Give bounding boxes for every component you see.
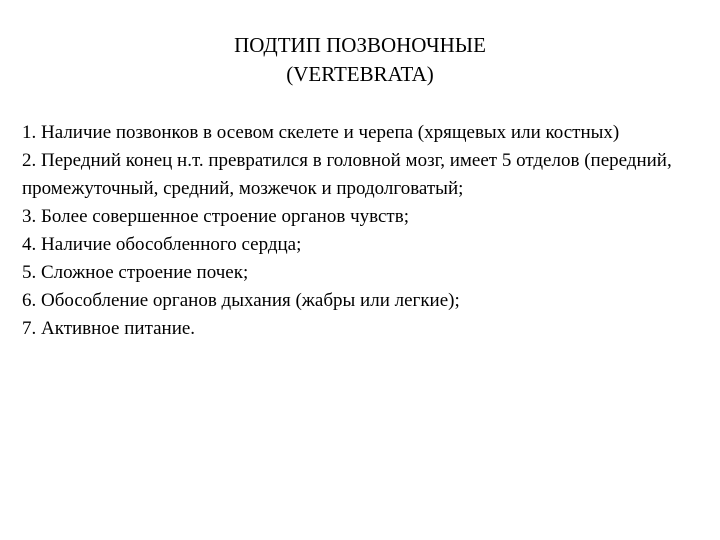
list-item-5: 5. Сложное строение почек; (22, 262, 249, 283)
list-item-1: 1. Наличие позвонков в осевом скелете и черепа (хрящевых или костных) (22, 122, 620, 143)
title-line-1: ПОДТИП ПОЗВОНОЧНЫЕ (234, 33, 486, 57)
list-item-2: 2. Передний конец н.т. превратился в головной мозг, имеет 5 отделов (передний, промежуточный, средний, мозжечок и продолговатый; (22, 150, 672, 199)
slide-body (22, 119, 702, 343)
list-item-7: 7. Активное питание. (22, 318, 196, 339)
list-item-3: 3. Более совершенное строение органов чувств; (22, 206, 409, 227)
list-item-6: 6. Обособление органов дыхания (жабры или легкие); (22, 290, 460, 311)
title-line-2: (VERTEBRATA) (286, 62, 434, 86)
slide-title (0, 31, 720, 89)
list-item-4: 4. Наличие обособленного сердца; (22, 234, 302, 255)
